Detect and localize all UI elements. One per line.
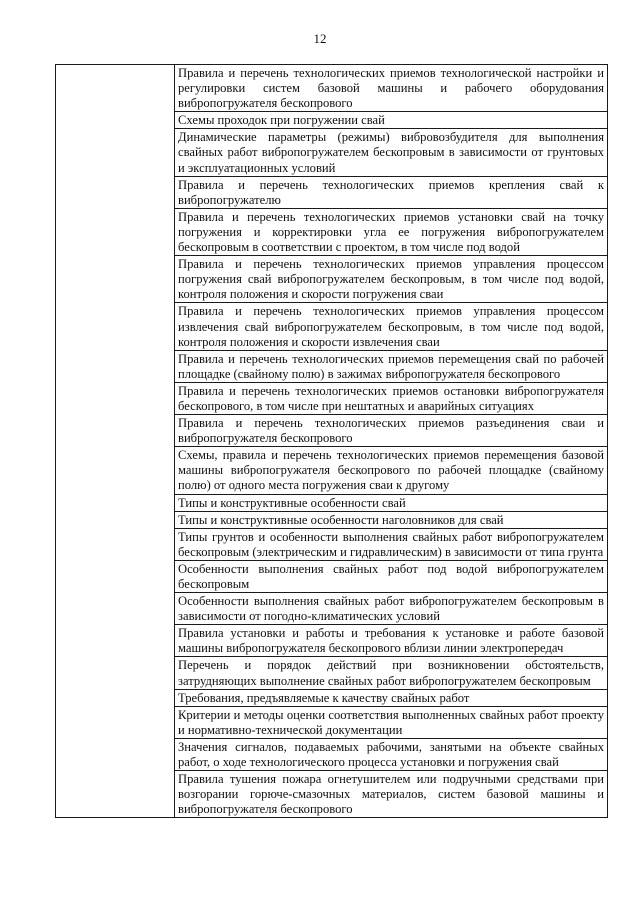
- table-cell: Правила и перечень технологических приемов перемещения свай по рабочей площадке (свайному полю) в зажимах вибропогружателя бескопрового: [175, 350, 608, 382]
- requirements-table: [55, 64, 608, 818]
- table-cell: Типы и конструктивные особенности свай: [175, 494, 608, 511]
- table-cell: Особенности выполнения свайных работ под водой вибропогружателем бескопровым: [175, 560, 608, 592]
- table-cell: Типы грунтов и особенности выполнения свайных работ вибропогружателем бескопровым (электрическим и гидравлическим) в зависимости от типа грунта: [175, 528, 608, 560]
- table-cell: Правила и перечень технологических приемов управления процессом погружения свай вибропогружателем бескопровым, в том числе под водой, контроля положения и скорости погружения сваи: [175, 256, 608, 303]
- table-cell: Схемы, правила и перечень технологических приемов перемещения базовой машины вибропогружателя бескопрового по рабочей площадке (свайному полю) от одного места погружения сваи к другому: [175, 447, 608, 494]
- table-merged-label-cell: [56, 65, 175, 818]
- table-cell: Правила и перечень технологических приемов разъединения сваи и вибропогружателя бескопрового: [175, 415, 608, 447]
- page-bottom-margin: [0, 914, 640, 922]
- table-cell: Правила и перечень технологических приемов установки свай на точку погружения и корректировки угла ее погружения вибропогружателем бескопровым в соответствии с проектом, в том числе под водой: [175, 208, 608, 255]
- table-cell: Правила и перечень технологических приемов крепления свай к вибропогружателю: [175, 176, 608, 208]
- table-cell: Значения сигналов, подаваемых рабочими, занятыми на объекте свайных работ, о ходе технологического процесса установки и погружения свай: [175, 738, 608, 770]
- table-cell: Правила установки и работы и требования к установке и работе базовой машины вибропогружателя бескопрового вблизи линии электропередач: [175, 625, 608, 657]
- page-number: 12: [313, 31, 327, 46]
- table-cell: Правила и перечень технологических приемов остановки вибропогружателя бескопрового, в том числе при нештатных и аварийных ситуациях: [175, 382, 608, 414]
- table-cell: Правила и перечень технологических приемов технологической настройки и регулировки систем базовой машины и рабочего оборудования вибропогружателя бескопрового: [175, 65, 608, 112]
- table-cell: Типы и конструктивные особенности наголовников для свай: [175, 511, 608, 528]
- table-cell: Особенности выполнения свайных работ вибропогружателем бескопровым в зависимости от погодно-климатических условий: [175, 593, 608, 625]
- table-cell: Требования, предъявляемые к качеству свайных работ: [175, 689, 608, 706]
- table-cell: Схемы проходок при погружении свай: [175, 112, 608, 129]
- table-cell: Перечень и порядок действий при возникновении обстоятельств, затрудняющих выполнение свайных работ вибропогружателем бескопровым: [175, 657, 608, 689]
- table-cell: Правила тушения пожара огнетушителем или подручными средствами при возгорании горюче-смазочных материалов, систем базовой машины и вибропогружателя бескопрового: [175, 771, 608, 818]
- table-cell: Динамические параметры (режимы) вибровозбудителя для выполнения свайных работ вибропогружателем бескопровым в зависимости от грунтовых и эксплуатационных условий: [175, 129, 608, 176]
- table-cell: Правила и перечень технологических приемов управления процессом извлечения свай вибропогружателем бескопровым, в том числе под водой, контроля положения и скорости извлечения сваи: [175, 303, 608, 350]
- table-row: [56, 65, 608, 112]
- table-cell: Критерии и методы оценки соответствия выполненных свайных работ проекту и нормативно-технической документации: [175, 706, 608, 738]
